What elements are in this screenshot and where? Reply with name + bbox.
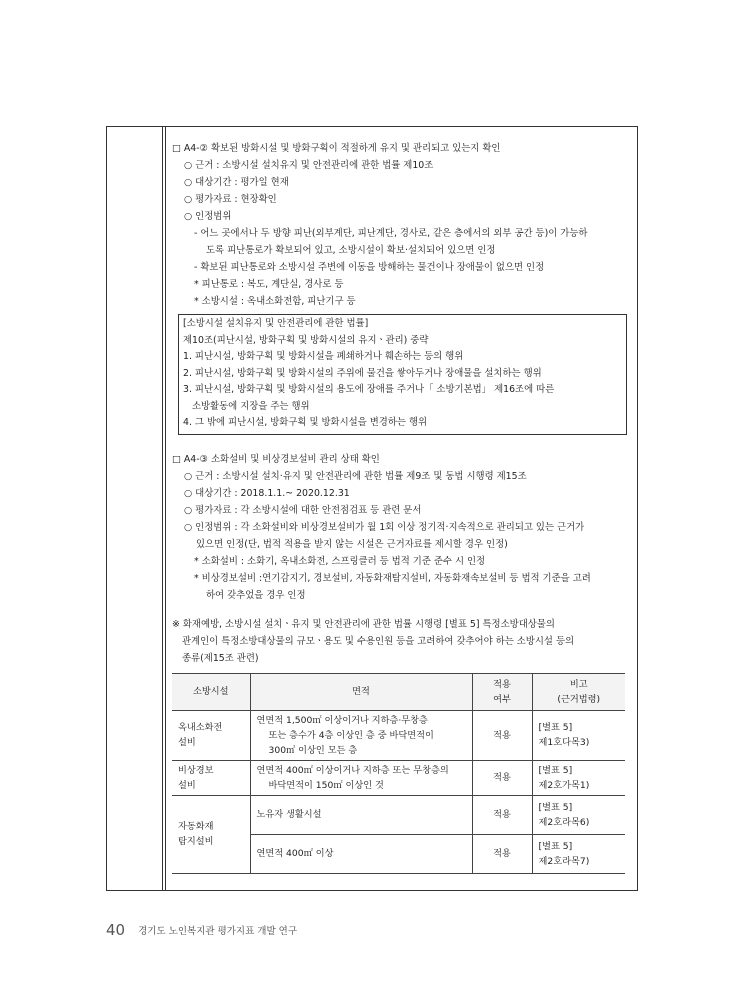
box-line: 2. 피난시설, 방화구획 및 방화시설의 주위에 물건을 쌓아두거나 장애물을 설치하는 행위 — [183, 367, 542, 379]
page-number: 40 — [106, 921, 126, 939]
cell-area: 연면적 400㎡ 이상 — [250, 834, 472, 873]
sub-item-cont: 도록 피난통로가 확보되어 있고, 소방시설이 확보·설치되어 있으면 인정 — [206, 245, 496, 256]
box-line: [소방시설 설치유지 및 안전관리에 관한 법률] — [183, 318, 369, 329]
cell-apply: 적용 — [472, 760, 532, 795]
law-excerpt-box — [178, 314, 627, 435]
section-a4-2-title: □ A4-② 확보된 방화시설 및 방화구획이 적절하게 유지 및 관리되고 있는지 확인 — [172, 143, 501, 154]
note-item: * 소방시설 : 옥내소화전함, 피난기구 등 — [194, 296, 356, 307]
note-line: 관계인이 특정소방대상물의 규모ㆍ용도 및 수용인원 등을 고려하여 갖추어야 하는 소방시설 등의 — [182, 635, 575, 647]
note-item: * 피난통로 : 복도, 계단실, 경사로 등 — [194, 279, 344, 290]
cell-facility: 옥내소화전 설비 — [172, 710, 250, 760]
page-footer — [106, 921, 297, 939]
cell-apply: 적용 — [472, 795, 532, 834]
box-line: 3. 피난시설, 방화구획 및 방화시설의 용도에 장애를 주거나「 소방기본법」 제16조에 따른 — [183, 384, 555, 395]
cell-facility: 비상경보 설비 — [172, 760, 250, 795]
header-facility: 소방시설 — [172, 673, 250, 710]
note-item: * 비상경보설비 :연기감지기, 경보설비, 자동화재탐지설비, 자동화재속보설비 등 법적 기준을 고려 — [194, 572, 591, 584]
sub-item: - 어느 곳에서나 두 방향 피난(외부계단, 피난계단, 경사로, 같은 층에서의 외부 공간 등)이 가능하 — [194, 228, 588, 239]
cell-area: 연면적 1,500㎡ 이상이거나 지하층·무창층 또는 층수가 4층 이상인 층 중 바닥면적이 300㎡ 이상인 모든 층 — [250, 710, 472, 760]
header-area: 면적 — [250, 673, 472, 710]
list-item: ○ 인정범위 — [184, 211, 232, 222]
table-row — [172, 710, 625, 760]
cell-area: 연면적 400㎡ 이상이거나 지하층 또는 무창층의 바닥면적이 150㎡ 이상인 것 — [250, 760, 472, 795]
note-item: * 소화설비 : 소화기, 옥내소화전, 스프링클러 등 법적 기준 준수 시 인정 — [194, 555, 486, 567]
table-row — [172, 760, 625, 795]
cell-note: [별표 5] 제2호라목7) — [532, 834, 625, 873]
content — [172, 140, 627, 874]
header-apply: 적용 여부 — [472, 673, 532, 710]
box-line: 제10조(피난시설, 방화구획 및 방화시설의 유지ㆍ관리) 중략 — [183, 334, 429, 346]
box-line: 1. 피난시설, 방화구획 및 방화시설을 폐쇄하거나 훼손하는 등의 행위 — [183, 351, 464, 362]
cell-note: [별표 5] 제2호라목6) — [532, 795, 625, 834]
cell-apply: 적용 — [472, 834, 532, 873]
footer-title: 경기도 노인복지관 평가지표 개발 연구 — [138, 926, 298, 937]
fire-facility-table — [172, 673, 625, 874]
section-a4-3-title: □ A4-③ 소화설비 및 비상경보설비 관리 상태 확인 — [172, 453, 380, 465]
list-item-cont: 있으면 인정(단, 법적 적용을 받지 않는 시설은 근거자료를 제시할 경우 인정) — [196, 538, 508, 550]
list-item: ○ 평가자료 : 각 소방시설에 대한 안전점검표 등 관련 문서 — [184, 504, 422, 516]
table-header-row — [172, 673, 625, 710]
cell-note: [별표 5] 제2호가목1) — [532, 760, 625, 795]
list-item: ○ 근거 : 소방시설 설치·유지 및 안전관리에 관한 법률 제9조 및 동법 시행령 제15조 — [184, 470, 527, 482]
list-item: ○ 인정범위 : 각 소화설비와 비상경보설비가 월 1회 이상 정기적·지속적으로 관리되고 있는 근거가 — [184, 521, 585, 533]
frame-divider-inner — [165, 126, 166, 890]
list-item: ○ 대상기간 : 평가일 현재 — [184, 177, 289, 188]
list-item: ○ 근거 : 소방시설 설치유지 및 안전관리에 관한 법률 제10조 — [184, 160, 434, 171]
list-item: ○ 대상기간 : 2018.1.1.~ 2020.12.31 — [184, 487, 350, 499]
list-item: ○ 평가자료 : 현장확인 — [184, 194, 277, 205]
header-note: 비고 (근거법령) — [532, 673, 625, 710]
box-line: 소방활동에 지장을 주는 행위 — [183, 400, 310, 412]
cell-note: [별표 5] 제1호다목3) — [532, 710, 625, 760]
cell-area: 노유자 생활시설 — [250, 795, 472, 834]
table-row — [172, 795, 625, 834]
reference-note — [172, 616, 627, 667]
frame-divider — [162, 126, 163, 890]
note-line: 종류(제15조 관련) — [182, 652, 259, 664]
cell-facility: 자동화재 탐지설비 — [172, 795, 250, 873]
box-line: 4. 그 밖에 피난시설, 방화구획 및 방화시설을 변경하는 행위 — [183, 417, 428, 428]
cell-apply: 적용 — [472, 710, 532, 760]
note-item-cont: 하여 갖추었을 경우 인정 — [206, 589, 306, 601]
sub-item: - 확보된 피난통로와 소방시설 주변에 이동을 방해하는 물건이나 장애물이 없으면 인정 — [194, 262, 545, 273]
note-line: ※ 화재예방, 소방시설 설치ㆍ유지 및 안전관리에 관한 법률 시행령 [별표 5] 특정소방대상물의 — [172, 618, 555, 630]
